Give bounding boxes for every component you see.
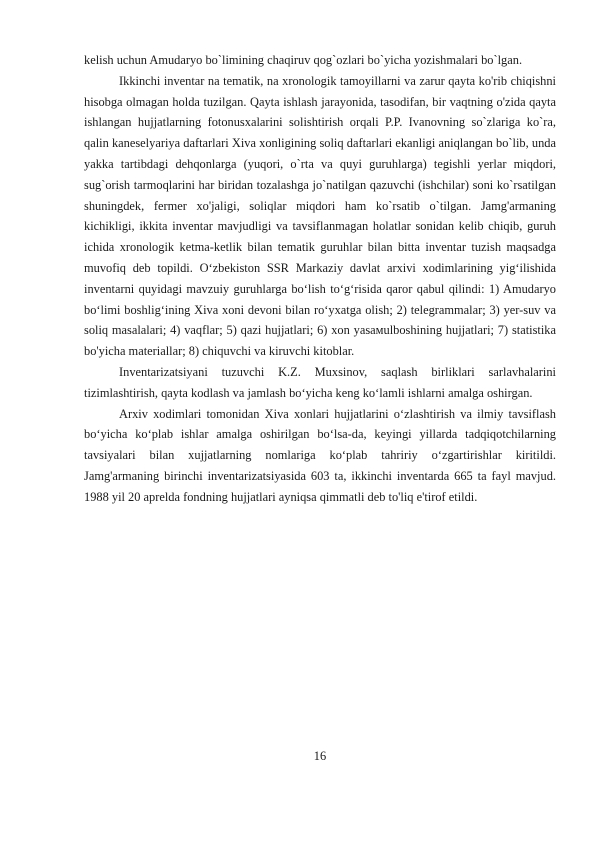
body-text [84,50,556,508]
paragraph-archive-staff: Arxiv xodimlari tomonidan Xiva xonlari hujjatlarini o‘zlashtirish va ilmiy tavsiflash bo‘yicha ko‘plab ishlar amalga oshirilgan bo‘lsa-da, keyingi yillarda tadqiqotchilarning tavsiyalari bilan xujjatlarning nomlariga ko‘plab tahririy o‘zgartirishlar kiritildi. Jamg'armaning birinchi inventarizatsiyasida 603 ta, ikkinchi inventarda 665 ta fayl mavjud. 1988 yil 20 aprelda fondning hujjatlari ayniqsa qimmatli deb to'liq e'tirof etildi. [84,406,556,504]
paragraph-continuation: kelish uchun Amudaryo bo`limining chaqiruv qog`ozlari bo`yicha yozishmalari bo`lgan. [84,53,523,67]
paragraph-inventory-description: Ikkinchi inventar na tematik, na xronologik tamoyillarni va zarur qayta ko'rib chiqishni hisobga olmagan holda tuzilgan. Qayta ishlash jarayonida, tasodifan, bir vaqtning o'zida qayta ishlangan hujjatlarning fotonusxalarini solishtirish orqali P.P. Ivanovning so`zlariga ko`ra, qalin kaneselyariya daftarlari Xiva xonligining soliq daftarlari ekanligi aniqlangan bo`lib, unda yakka tartibdagi dehqonlarga (yuqori, o`rta va quyi guruhlarga) tegishli yerlar miqdori, sug`orish tarmoqlarini har biridan tozalashga jo`natilgan qazuvchi (ishchilar) soni ko`rsatilgan shuningdek, fermer xo'jaligi, soliqlar miqdori ham ko`rsatib o`tilgan. Jamg'armaning kichikligi, ikkita inventar mavjudligi va tavsiflanmagan holatlar sonidan kelib chiqib, guruh ichida xronologik ketma-ketlik bilan tematik guruhlar bilan bitta inventar tuzish maqsadga muvofiq deb topildi. O‘zbekiston SSR Markaziy davlat arxivi xodimlarining yig‘ilishida inventarni quyidagi mavzuiy guruhlarga bo‘lish to‘g‘risida qaror qabul qilindi: 1) Amudaryo bo‘limi boshlig‘ining Xiva xoni devoni bilan ro‘yxatga olish; 2) telegrammalar; 3) yer-suv va soliq masalalari; 4) vaqflar; 5) qazi hujjatlari; 6) xon yasaмulboshining hujjatlari; 7) statistika bo'yicha materiallar; 8) chiquvchi va kiruvchi kitoblar. [84,73,556,359]
paragraph-compiler: Inventarizatsiyani tuzuvchi K.Z. Muxsinov, saqlash birliklari sarlavhalarini tizimlashtirish, qayta kodlash va jamlash bo‘yicha keng ko‘lamli ishlarni amalga oshirgan. [84,364,556,400]
page-number: 16 [313,749,327,763]
